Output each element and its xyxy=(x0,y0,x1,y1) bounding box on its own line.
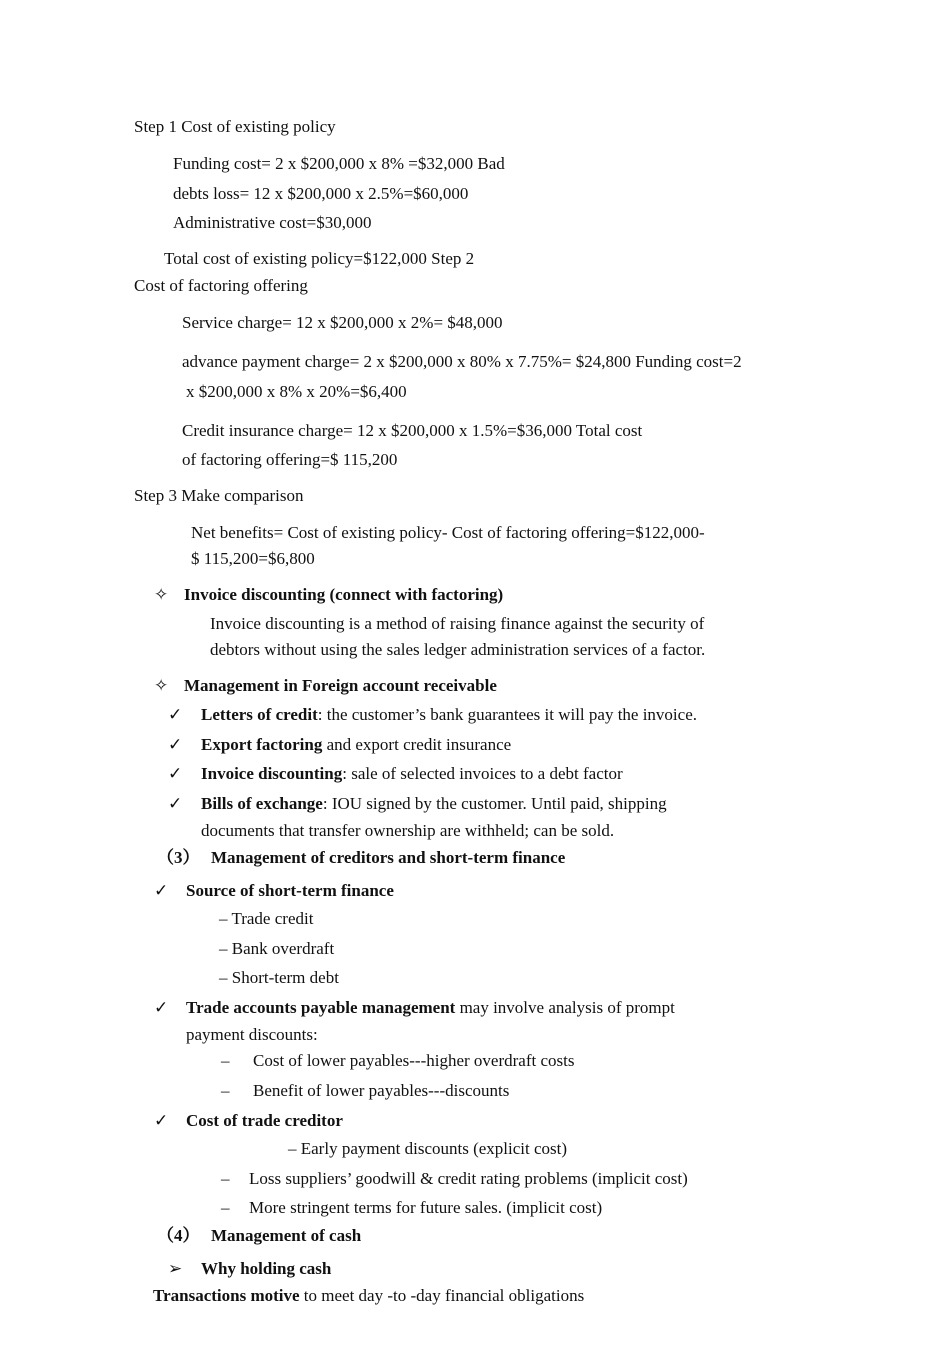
invoice-discounting-heading xyxy=(154,584,503,605)
invoice-discounting-title: Invoice discounting (connect with factoring) xyxy=(184,585,504,604)
service-charge: Service charge= 12 x $200,000 x 2%= $48,000 xyxy=(182,313,503,332)
foreign-ar-heading xyxy=(154,675,497,696)
list-item: ✓ Invoice discounting: sale of selected invoices to a debt factor xyxy=(168,764,623,783)
invoice-discounting-text-2: debtors without using the sales ledger administration services of a factor. xyxy=(210,640,706,659)
diamond-bullet-icon: ✧ xyxy=(154,585,169,604)
section4-title: Management of cash xyxy=(211,1226,362,1245)
step3-heading: Step 3 Make comparison xyxy=(134,486,304,505)
section-number: （4） xyxy=(157,1226,200,1245)
list-item: – Early payment discounts (explicit cost) xyxy=(288,1139,568,1158)
step1-line-1: Funding cost= 2 x $200,000 x 8% =$32,000 Bad xyxy=(173,154,505,173)
why-holding-cash: ➢ Why holding cash xyxy=(168,1259,332,1278)
trade-payable-cont: payment discounts: xyxy=(186,1025,318,1044)
step1-total: Total cost of existing policy=$122,000 Step 2 xyxy=(164,249,475,268)
checkmark-icon: ✓ xyxy=(168,705,183,724)
list-item: – Loss suppliers’ goodwill & credit rating problems (implicit cost) xyxy=(221,1169,688,1188)
transactions-motive: Transactions motive to meet day -to -day financial obligations xyxy=(153,1286,585,1305)
advance-payment-charge: advance payment charge= 2 x $200,000 x 80% x 7.75%= $24,800 Funding cost=2 xyxy=(182,352,742,371)
bills-exchange-cont: documents that transfer ownership are withheld; can be sold. xyxy=(201,821,615,840)
checkmark-icon: ✓ xyxy=(168,735,183,754)
credit-insurance-charge: Credit insurance charge= 12 x $200,000 x 1.5%=$36,000 Total cost xyxy=(182,421,643,440)
checkmark-icon: ✓ xyxy=(154,998,169,1017)
funding-cost-cont: x $200,000 x 8% x 20%=$6,400 xyxy=(186,382,407,401)
section-number: （3） xyxy=(157,848,200,867)
net-benefits: Net benefits= Cost of existing policy- Cost of factoring offering=$122,000- xyxy=(191,523,705,542)
checkmark-icon: ✓ xyxy=(154,881,169,900)
list-item: ✓ Letters of credit: the customer’s bank guarantees it will pay the invoice. xyxy=(168,705,697,724)
checkmark-icon: ✓ xyxy=(168,794,183,813)
list-item: – Benefit of lower payables---discounts xyxy=(221,1081,510,1100)
list-item: – Short-term debt xyxy=(219,968,339,987)
list-item: – Cost of lower payables---higher overdraft costs xyxy=(221,1051,575,1070)
foreign-ar-title: Management in Foreign account receivable xyxy=(184,676,497,695)
diamond-bullet-icon: ✧ xyxy=(154,676,169,695)
list-item: – Bank overdraft xyxy=(219,939,335,958)
step1-heading: Step 1 Cost of existing policy xyxy=(134,117,336,136)
step1-line-2: debts loss= 12 x $200,000 x 2.5%=$60,000 xyxy=(173,184,469,203)
checkmark-icon: ✓ xyxy=(154,1111,169,1130)
invoice-discounting-text-1: Invoice discounting is a method of raising finance against the security of xyxy=(210,614,705,633)
net-benefits-cont: $ 115,200=$6,800 xyxy=(191,549,315,568)
list-item: ✓ Bills of exchange: IOU signed by the customer. Until paid, shipping xyxy=(168,794,667,813)
list-item: – More stringent terms for future sales. (implicit cost) xyxy=(221,1198,603,1217)
trade-payable-heading: ✓ Trade accounts payable management may involve analysis of prompt xyxy=(154,998,675,1017)
step1-line-3: Administrative cost=$30,000 xyxy=(173,213,372,232)
trade-creditor-heading: ✓ Cost of trade creditor xyxy=(154,1111,343,1130)
section3-title: Management of creditors and short-term finance xyxy=(211,848,566,867)
section3-heading xyxy=(157,847,565,868)
checkmark-icon: ✓ xyxy=(168,764,183,783)
list-item: ✓ Export factoring and export credit insurance xyxy=(168,735,512,754)
total-factoring-cost: of factoring offering=$ 115,200 xyxy=(182,450,398,469)
arrow-bullet-icon: ➢ xyxy=(168,1259,183,1278)
section4-heading xyxy=(157,1225,361,1246)
source-finance-heading: ✓ Source of short-term finance xyxy=(154,881,394,900)
step2-heading: Cost of factoring offering xyxy=(134,276,308,295)
list-item: – Trade credit xyxy=(219,909,314,928)
